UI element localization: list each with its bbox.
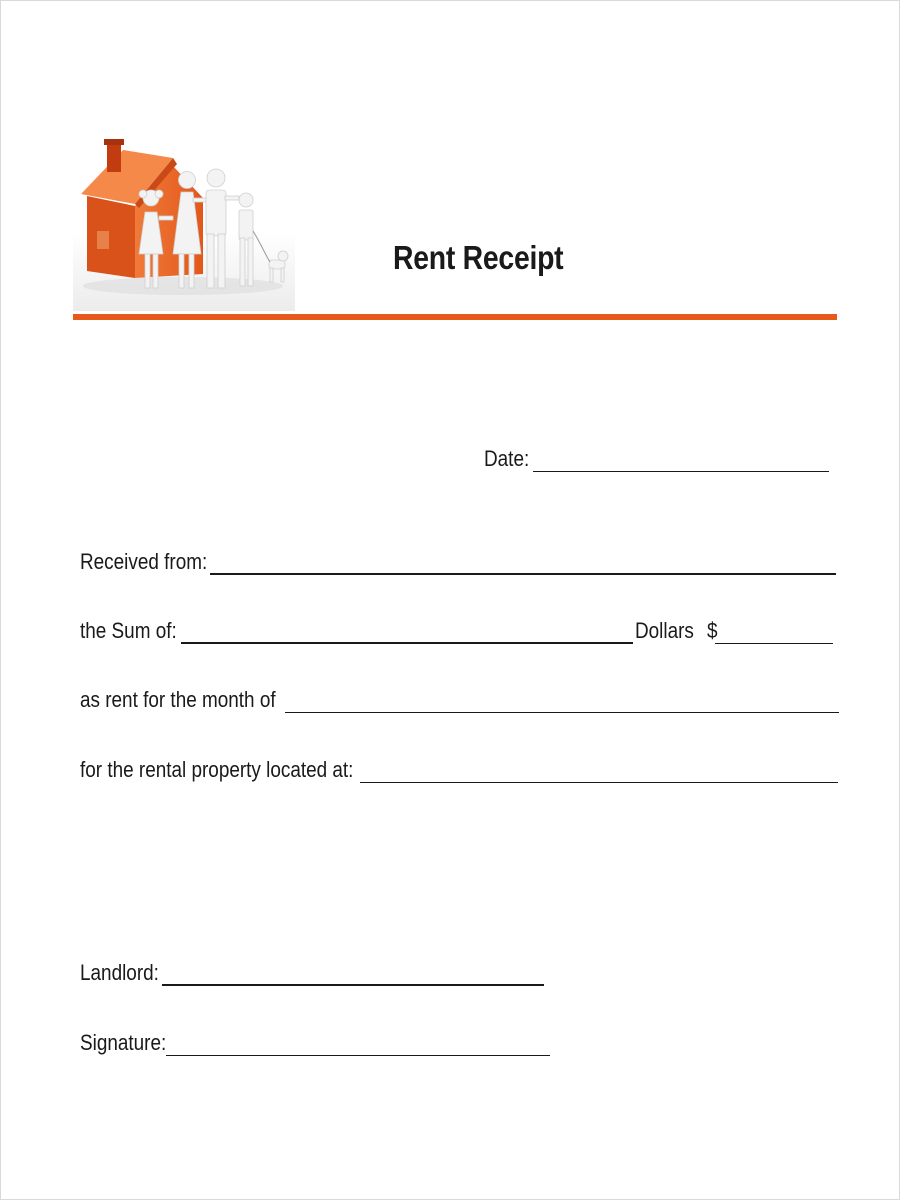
sum-words-field[interactable] bbox=[181, 624, 633, 644]
received-from-field[interactable] bbox=[210, 555, 836, 575]
signature-row bbox=[80, 1030, 550, 1056]
house-family-icon bbox=[73, 136, 295, 311]
amount-field[interactable] bbox=[715, 625, 833, 644]
month-field[interactable] bbox=[285, 694, 839, 713]
received-from-row bbox=[80, 549, 836, 575]
property-label: for the rental property located at: bbox=[80, 757, 354, 782]
document-title: Rent Receipt bbox=[393, 239, 564, 276]
dollar-sign: $ bbox=[706, 618, 718, 643]
dollars-label: Dollars bbox=[634, 618, 694, 643]
landlord-row bbox=[80, 960, 544, 986]
property-row bbox=[80, 757, 838, 783]
month-row bbox=[80, 687, 839, 713]
header-divider bbox=[73, 314, 837, 320]
sum-of-label: the Sum of: bbox=[80, 618, 177, 643]
sum-row bbox=[80, 618, 833, 644]
date-row bbox=[484, 446, 829, 472]
property-address-field[interactable] bbox=[360, 764, 838, 783]
date-field[interactable] bbox=[533, 453, 829, 472]
landlord-field[interactable] bbox=[162, 966, 544, 986]
signature-label: Signature: bbox=[80, 1030, 167, 1055]
received-from-label: Received from: bbox=[80, 549, 208, 574]
month-label: as rent for the month of bbox=[80, 687, 276, 712]
signature-field[interactable] bbox=[166, 1037, 550, 1056]
landlord-label: Landlord: bbox=[80, 960, 159, 985]
date-label: Date: bbox=[484, 446, 530, 471]
